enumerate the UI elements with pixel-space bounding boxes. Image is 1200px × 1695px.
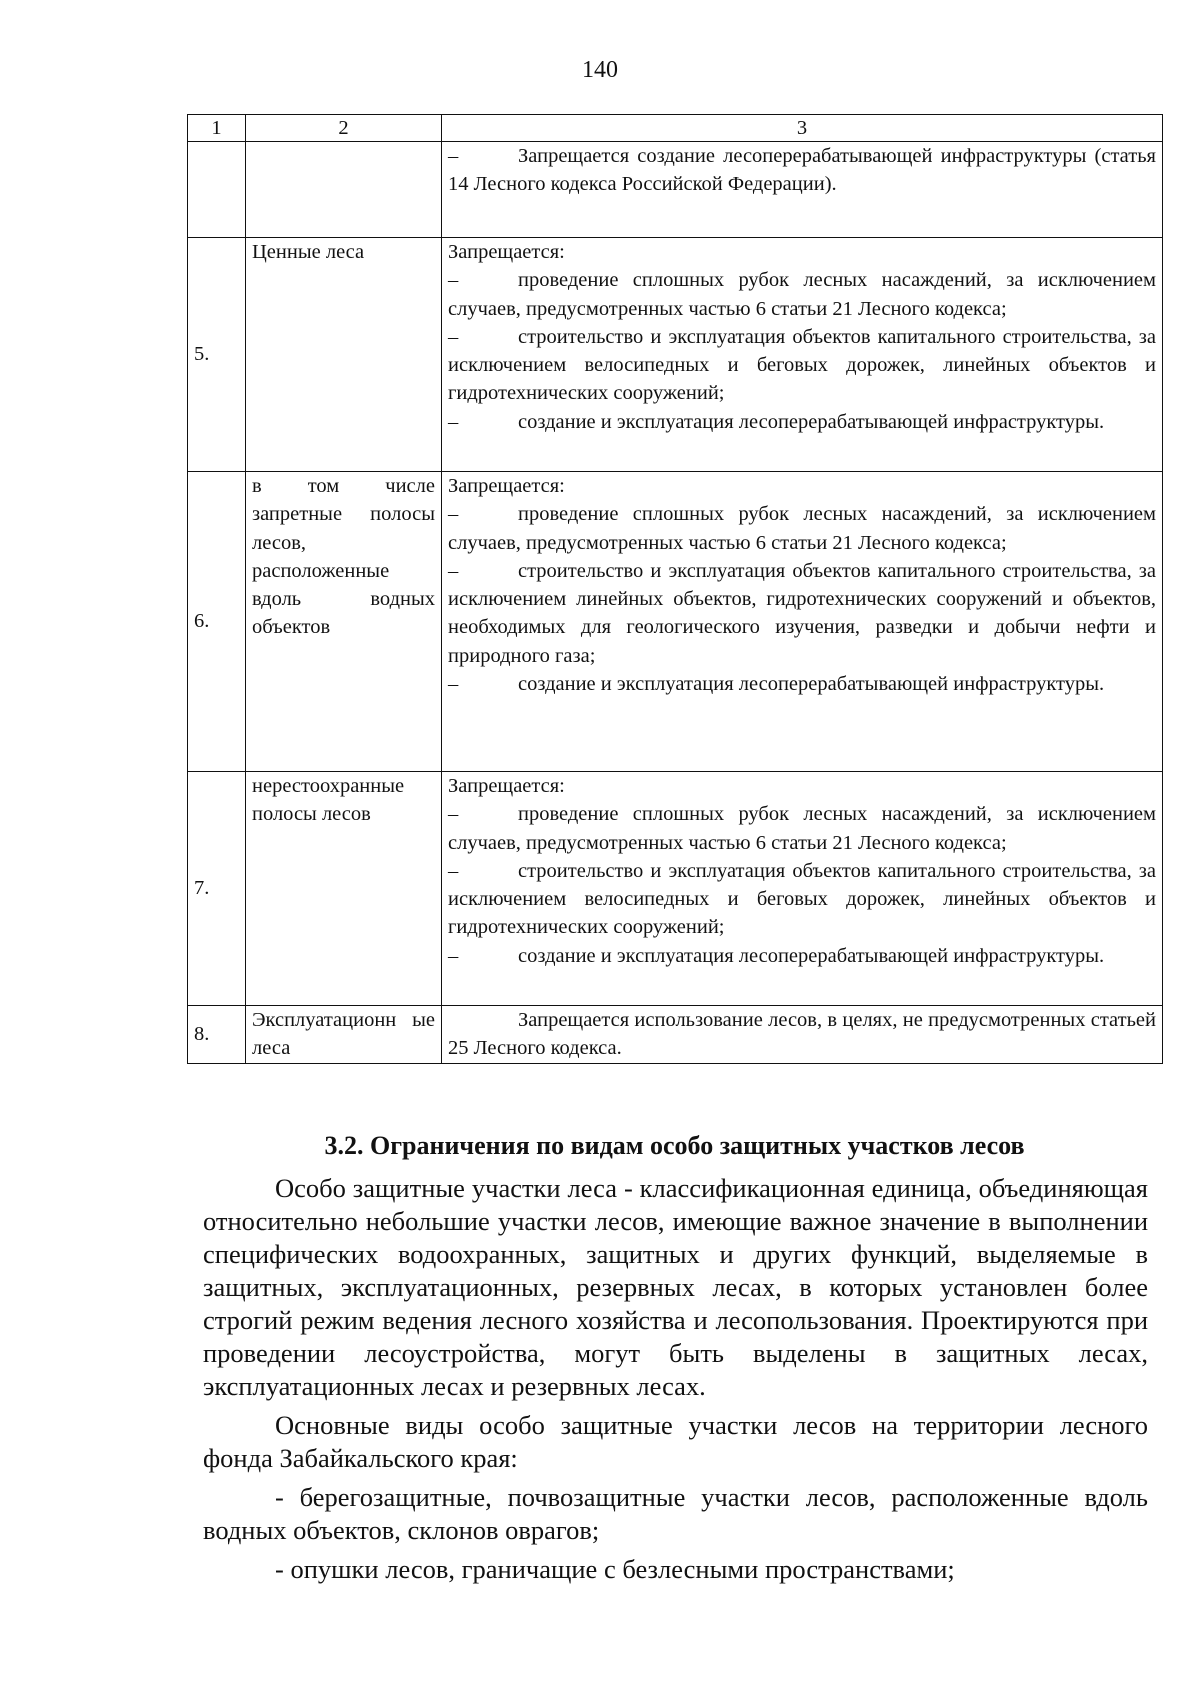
body-paragraph: Основные виды особо защитные участки лесов на территории лесного фонда Забайкальского края: [203,1410,1148,1473]
restriction-item [448,800,1156,857]
restriction-item [448,266,1156,323]
restriction-text: строительство и эксплуатация объектов капитального строительства, за исключением велосипедных и беговых дорожек, линейных объектов и гидротехнических сооружений; [448,325,1156,405]
table-row [188,472,1163,772]
restriction-text: строительство и эксплуатация объектов капитального строительства, за исключением велосипедных и беговых дорожек, линейных объектов и гидротехнических сооружений; [448,859,1156,939]
row-restrictions [442,1006,1163,1064]
table-row [188,238,1163,472]
row-restrictions [442,772,1163,1006]
dash-marker: – [448,859,459,882]
row-number: 5. [188,238,246,472]
dash-marker: – [448,325,459,348]
restriction-text: Запрещается: [448,775,565,797]
table-row [188,1006,1163,1064]
dash-marker: – [448,944,459,967]
row-restrictions [442,238,1163,472]
restriction-text: строительство и эксплуатация объектов капитального строительства, за исключением линейных объектов, гидротехнических сооружений и объектов, необходимых для геологического изучения, разведки и добычи нефти и природного газа; [448,559,1156,667]
restriction-item [448,408,1156,436]
section-heading: 3.2. Ограничения по видам особо защитных участков лесов [324,1131,1025,1160]
restriction-text: проведение сплошных рубок лесных насаждений, за исключением случаев, предусмотренных частью 6 статьи 21 Лесного кодекса; [448,803,1156,854]
body-paragraph: - опушки лесов, граничащие с безлесными пространствами; [275,1554,955,1584]
restrictions-table [187,114,1163,1064]
row-restrictions [442,472,1163,772]
row-number: 6. [188,472,246,772]
row-number [188,142,246,238]
row-forest-category: Эксплуатационн ые леса [246,1006,442,1064]
body-paragraph: - берегозащитные, почвозащитные участки лесов, расположенные вдоль водных объектов, склонов оврагов; [203,1482,1148,1545]
dash-marker: – [448,269,459,292]
column-header-1: 1 [188,115,246,142]
body-paragraph: Особо защитные участки леса - классификационная единица, объединяющая относительно небольшие участки лесов, имеющие важное значение в выполнении специфических водоохранных, защитных и других функций, выделяемые в защитных, эксплуатационных, резервных лесах, в которых установлен более строгий режим ведения лесного хозяйства и лесопользования. Проектируются при проведении лесоустройства, могут быть выделены в защитных лесах, эксплуатационных лесах и резервных лесах. [203,1173,1148,1401]
row-number: 7. [188,772,246,1006]
row-forest-category: в том числе запретные полосы лесов, расположенные вдоль водных объектов [246,472,442,772]
restriction-text: создание и эксплуатация лесоперерабатывающей инфраструктуры. [518,944,1105,967]
row-forest-category [246,142,442,238]
restriction-text: Запрещается использование лесов, в целях, не предусмотренных статьей 25 Лесного кодекса. [448,1009,1156,1060]
table-row [188,142,1163,238]
table-header-row [188,115,1163,142]
dash-marker: – [448,803,459,826]
column-header-3: 3 [442,115,1163,142]
row-number: 8. [188,1006,246,1064]
restriction-text: Запрещается: [448,475,565,497]
dash-marker: – [448,673,459,696]
restriction-text: проведение сплошных рубок лесных насаждений, за исключением случаев, предусмотренных частью 6 статьи 21 Лесного кодекса; [448,503,1156,554]
restriction-item [448,323,1156,408]
restriction-item [448,670,1156,698]
restriction-item [448,238,1156,266]
row-forest-category: Ценные леса [246,238,442,472]
restriction-item [448,857,1156,942]
restriction-item [448,472,1156,500]
column-header-2: 2 [246,115,442,142]
table-row [188,772,1163,1006]
restriction-item [448,1006,1156,1063]
page-number: 140 [582,57,618,83]
restriction-text: проведение сплошных рубок лесных насаждений, за исключением случаев, предусмотренных частью 6 статьи 21 Лесного кодекса; [448,269,1156,320]
restriction-item [448,942,1156,970]
restriction-text: Запрещается: [448,241,565,263]
dash-marker: – [448,503,459,526]
dash-marker: – [448,410,459,433]
section-body [203,1172,1148,1586]
restriction-item [448,557,1156,670]
restriction-item [448,500,1156,557]
restriction-text: создание и эксплуатация лесоперерабатывающей инфраструктуры. [518,410,1105,433]
dash-marker: – [448,145,459,167]
dash-marker: – [448,559,459,582]
restriction-item [448,142,1156,199]
row-forest-category: нерестоохранные полосы лесов [246,772,442,1006]
row-restrictions [442,142,1163,238]
restriction-text: Запрещается создание лесоперерабатывающей инфраструктуры (статья 14 Лесного кодекса Российской Федерации). [448,145,1156,196]
restriction-item [448,772,1156,800]
restriction-text: создание и эксплуатация лесоперерабатывающей инфраструктуры. [518,673,1105,696]
